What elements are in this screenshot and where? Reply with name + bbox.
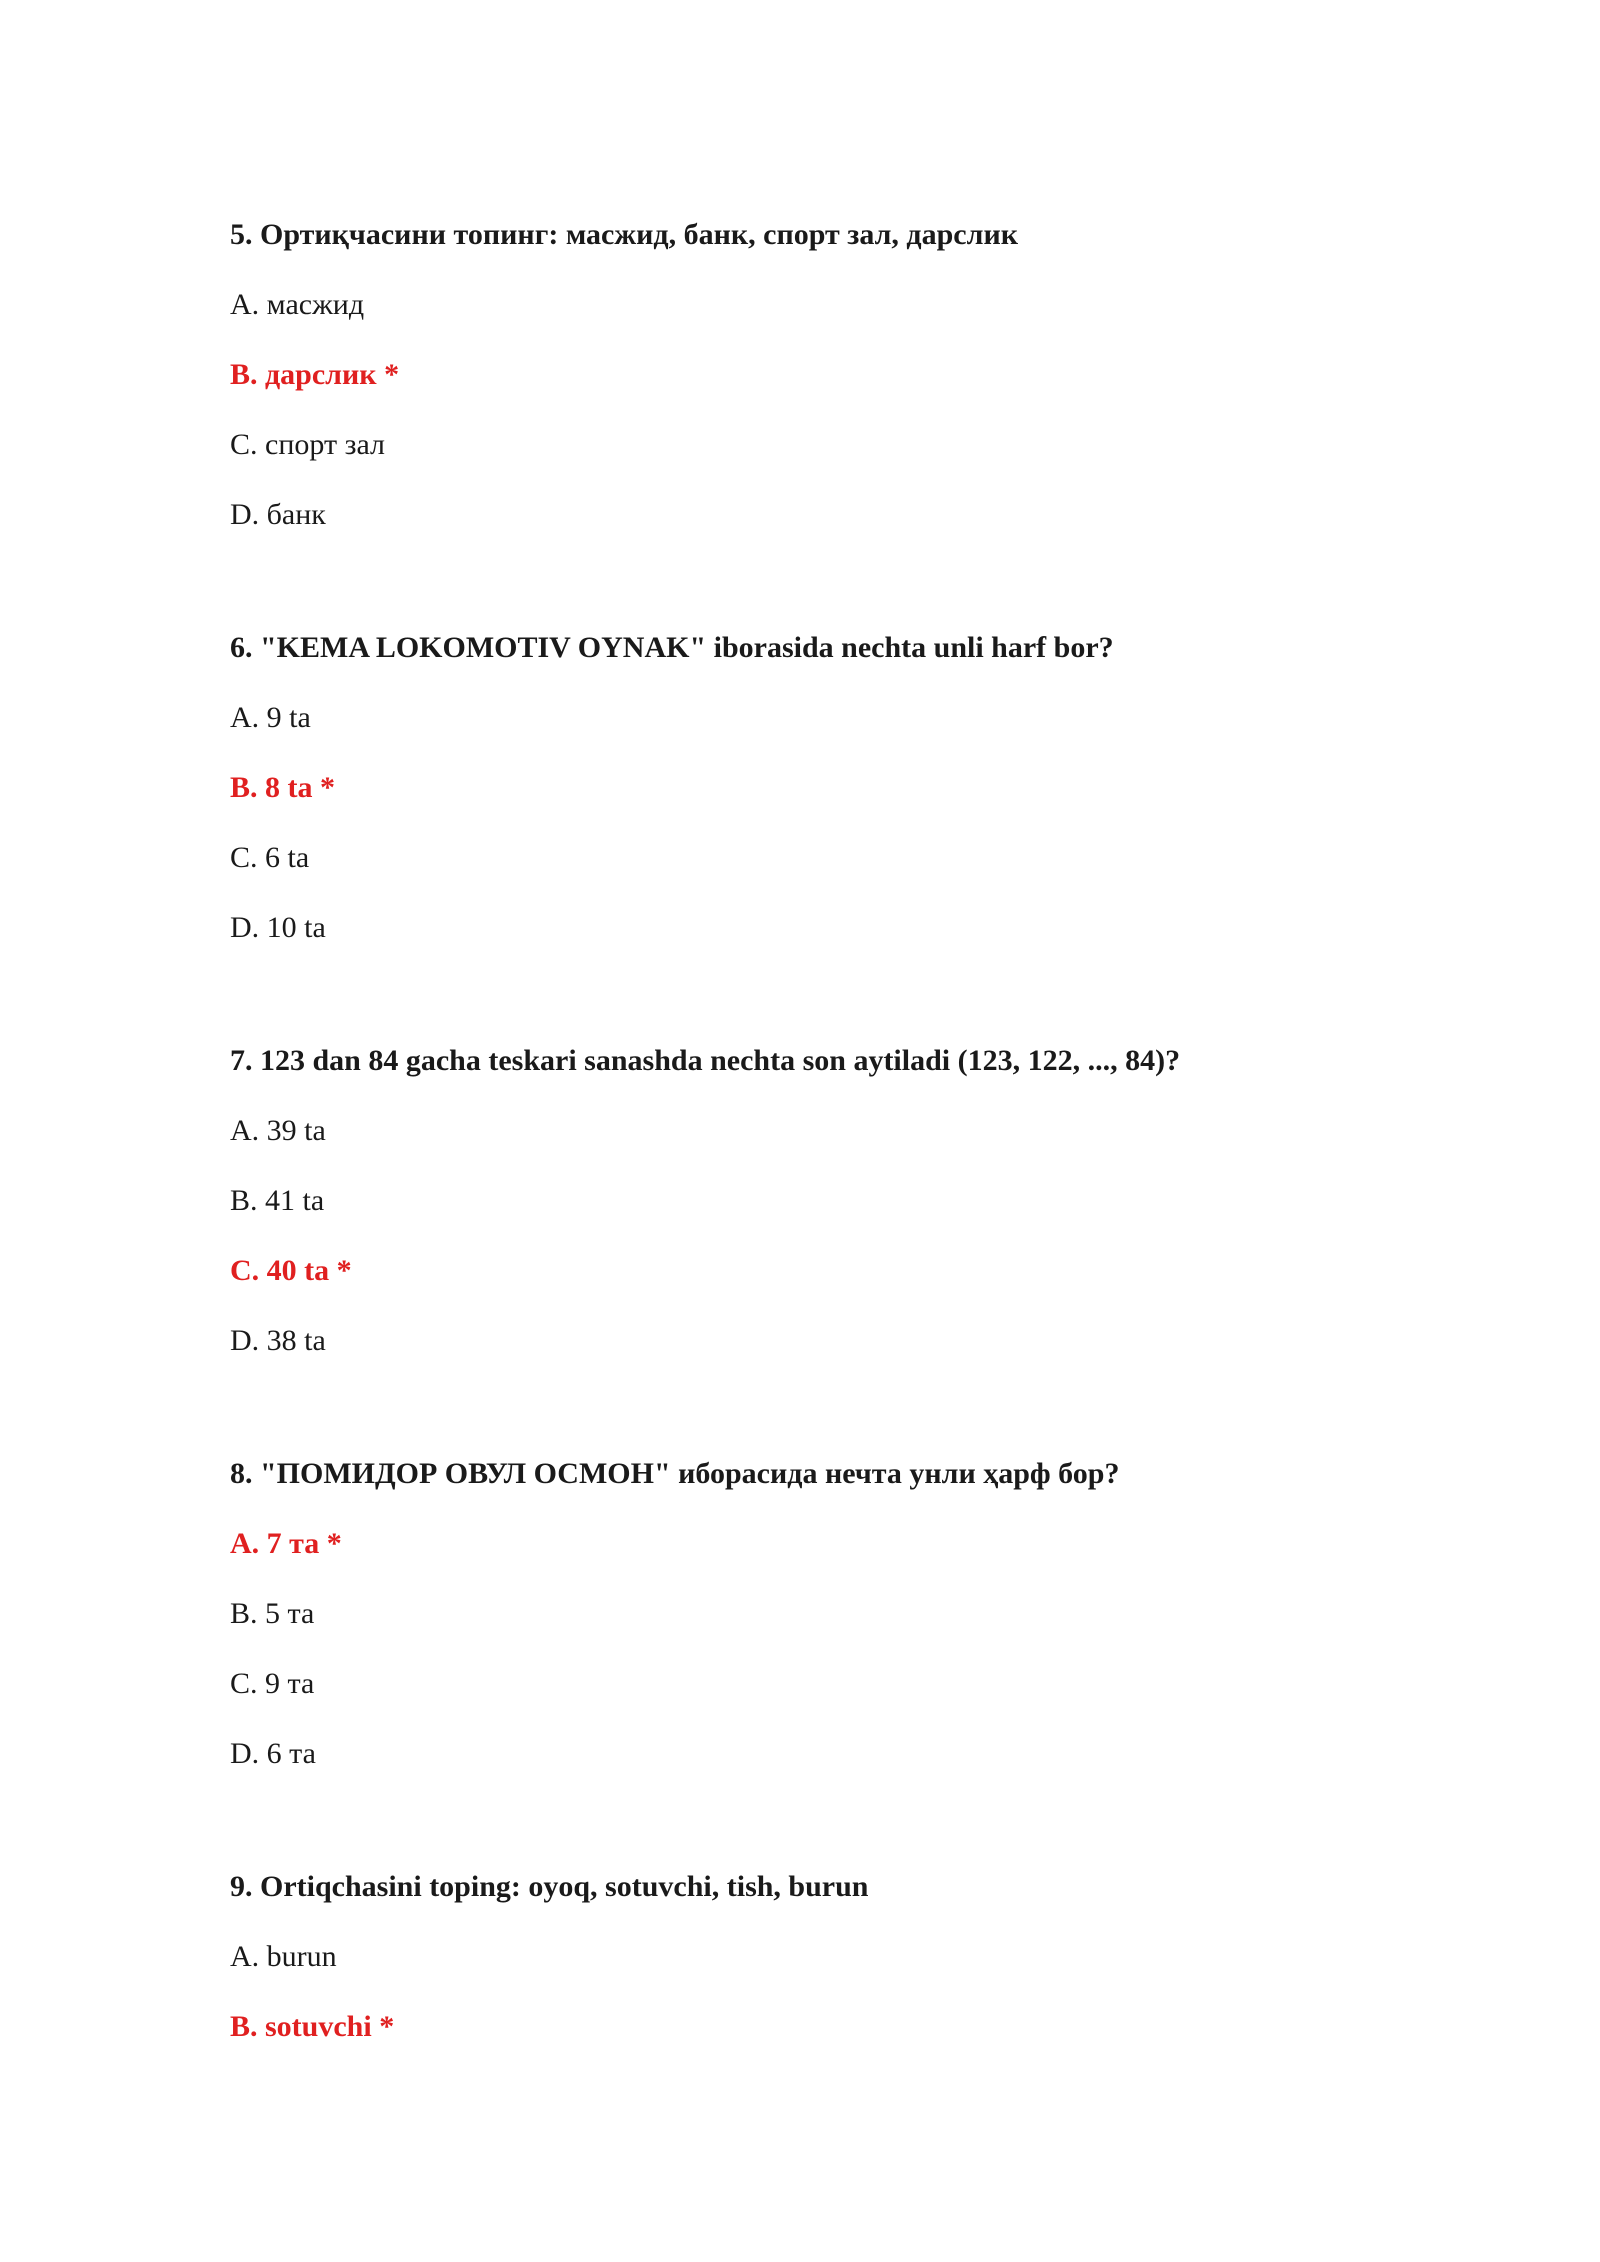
question-text: 9. Ortiqchasini toping: oyoq, sotuvchi, tish, burun	[230, 1870, 869, 1903]
question-text: 8. "ПОМИДОР ОВУЛ ОСМОН" иборасида нечта унли ҳарф бор?	[230, 1457, 1120, 1490]
option-b-correct: B. 8 ta *	[230, 771, 335, 804]
question-text: 5. Ортиқчасини топинг: масжид, банк, спорт зал, дарслик	[230, 218, 1019, 251]
option-a: A. 9 ta	[230, 701, 311, 734]
option-b-correct: B. дарслик *	[230, 358, 400, 391]
option-d: D. 10 ta	[230, 911, 326, 944]
question-8	[230, 1457, 1430, 1771]
option-b-correct: B. sotuvchi *	[230, 2010, 395, 2043]
option-d: D. банк	[230, 498, 326, 531]
option-b: B. 41 ta	[230, 1184, 325, 1217]
option-c-correct: C. 40 ta *	[230, 1254, 352, 1287]
option-a-correct: A. 7 та *	[230, 1527, 342, 1560]
option-a: A. масжид	[230, 288, 365, 321]
question-text: 7. 123 dan 84 gacha teskari sanashda nechta son aytiladi (123, 122, ..., 84)?	[230, 1044, 1181, 1077]
option-c: C. 9 та	[230, 1667, 315, 1700]
option-d: D. 38 ta	[230, 1324, 326, 1357]
option-c: C. спорт зал	[230, 428, 385, 461]
option-a: A. 39 ta	[230, 1114, 326, 1147]
option-d: D. 6 та	[230, 1737, 316, 1770]
option-b: B. 5 та	[230, 1597, 315, 1630]
question-7	[230, 1044, 1430, 1358]
question-6	[230, 631, 1430, 945]
question-text: 6. "KEMA LOKOMOTIV OYNAK" iborasida nechta unli harf bor?	[230, 631, 1114, 664]
option-a: A. burun	[230, 1940, 337, 1973]
option-c: C. 6 ta	[230, 841, 310, 874]
document-page	[230, 218, 1430, 2143]
question-5	[230, 218, 1430, 532]
question-9	[230, 1870, 1430, 2044]
